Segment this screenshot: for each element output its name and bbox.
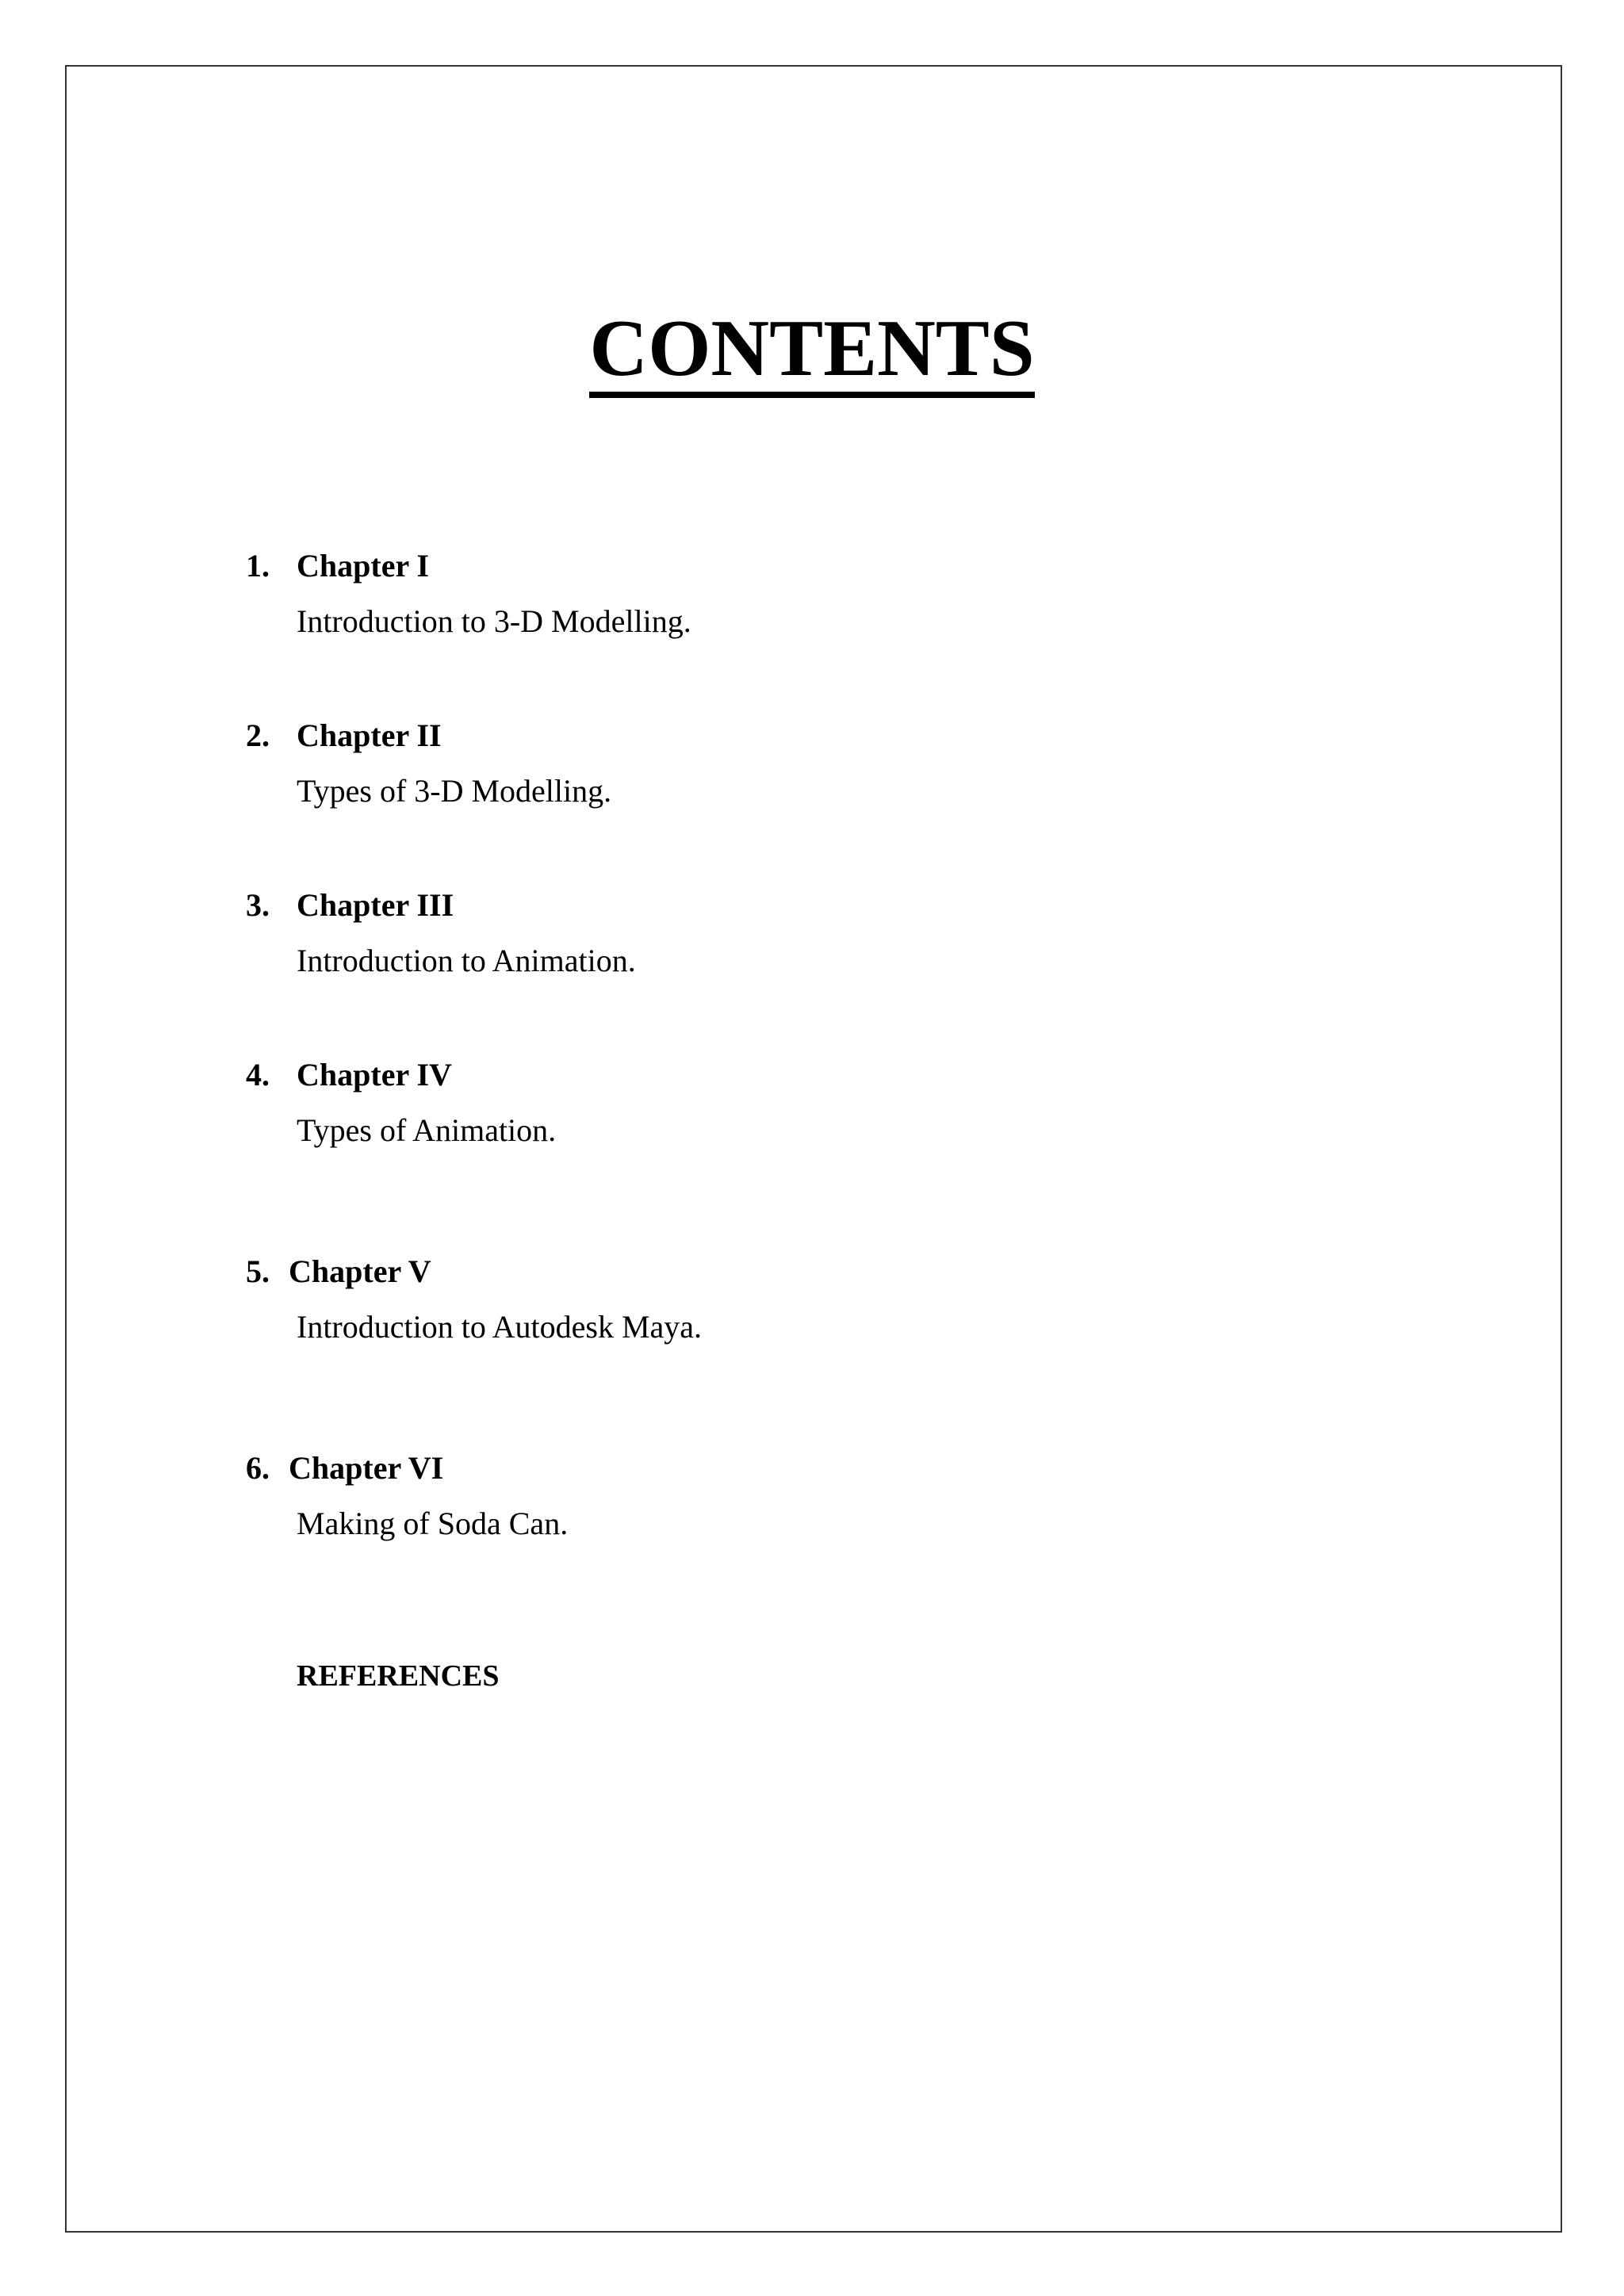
page-title: [0, 301, 1624, 398]
entry-heading: [246, 1449, 1356, 1487]
entry-number: 3.: [246, 887, 270, 923]
entry-chapter: Chapter I: [297, 548, 430, 584]
entry-description: Making of Soda Can.: [297, 1506, 569, 1541]
entry-number: 5.: [246, 1253, 270, 1289]
entry-number: 4.: [246, 1057, 270, 1093]
entry-description: Introduction to 3-D Modelling.: [297, 603, 691, 639]
entry-description: Types of 3-D Modelling.: [297, 773, 612, 809]
contents-entry-3: [246, 886, 1356, 980]
entry-chapter: Chapter IV: [297, 1057, 452, 1093]
contents-entry-4: [246, 1056, 1356, 1150]
entry-heading: [246, 1253, 1356, 1291]
entry-heading: [246, 1056, 1356, 1094]
entry-heading: [246, 886, 1356, 924]
contents-entry-1: [246, 547, 1356, 641]
entry-chapter: Chapter V: [289, 1253, 431, 1289]
entry-chapter: Chapter II: [297, 718, 442, 753]
entry-number: 6.: [246, 1450, 270, 1486]
contents-entry-6: [246, 1449, 1356, 1543]
references-heading: REFERENCES: [297, 1659, 500, 1693]
contents-entry-2: [246, 717, 1356, 810]
contents-entry-5: [246, 1253, 1356, 1346]
entry-heading: [246, 717, 1356, 755]
entry-description: Introduction to Autodesk Maya.: [297, 1309, 703, 1345]
entry-description: Types of Animation.: [297, 1112, 557, 1148]
entry-number: 2.: [246, 718, 270, 753]
entry-number: 1.: [246, 548, 270, 584]
entry-description: Introduction to Animation.: [297, 943, 636, 978]
entry-chapter: Chapter III: [297, 887, 454, 923]
entry-chapter: Chapter VI: [289, 1450, 444, 1486]
page-title-text: CONTENTS: [589, 309, 1034, 398]
entry-heading: [246, 547, 1356, 585]
